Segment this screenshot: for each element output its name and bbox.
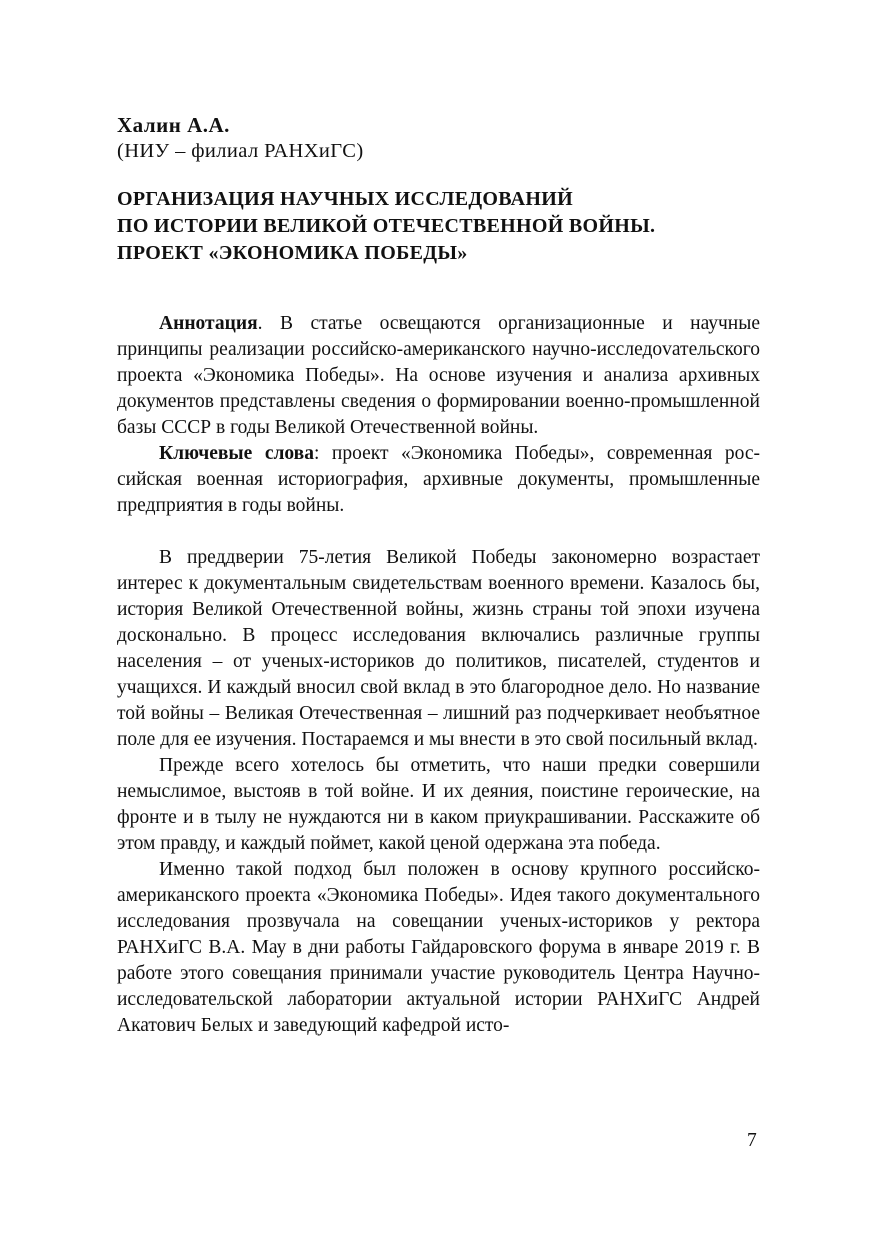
article-body xyxy=(117,545,760,1039)
annotation-label: Аннотация xyxy=(159,313,258,334)
body-paragraph: Именно такой подход был положен в основу крупного российско-американского проекта «Экономика Победы». Идея такого документального исследования прозвучала на совещании ученых-историков у ректора РАНХиГС В.А. Мау в дни работы Гайдаровского форума в январе 2019 г. В работе этого совещания принимали участие руководитель Центра Научно-исследовательской лаборатории актуальной истории РАНХиГС Андрей Акатович Белых и заведующий кафедрой исто- xyxy=(117,859,760,1036)
article-title xyxy=(117,186,760,267)
abstract-section xyxy=(117,311,760,519)
author-affiliation: (НИУ – филиал РАНХиГС) xyxy=(117,140,364,162)
author-name: Халин А.А. xyxy=(117,113,230,137)
annotation-text: . В статье освещаются организационные и научные принципы реализации российско-американского научно-исследоvательского проекта «Экономика Победы». На основе изучения и анализа архивных документов представлены сведения о формировании военно-промышленной базы СССР в годы Великой Отечественной войны. xyxy=(117,313,760,438)
keywords-label: Ключевые слова xyxy=(159,443,314,464)
page-number: 7 xyxy=(747,1130,757,1151)
page-content xyxy=(117,112,760,1039)
title-line: ПО ИСТОРИИ ВЕЛИКОЙ ОТЕЧЕСТВЕННОЙ ВОЙНЫ. xyxy=(117,215,656,237)
title-line: ПРОЕКТ «ЭКОНОМИКА ПОБЕДЫ» xyxy=(117,242,468,264)
keywords-paragraph xyxy=(117,441,760,519)
title-line: ОРГАНИЗАЦИЯ НАУЧНЫХ ИССЛЕДОВАНИЙ xyxy=(117,188,573,210)
annotation-paragraph xyxy=(117,311,760,441)
body-paragraph: В преддверии 75-летия Великой Победы закономерно возрастает интерес к документальным свидетельствам военного времени. Казалось бы, история Великой Отечественной войны, жизнь страны той эпохи изучена досконально. В процесс исследования включались различные группы населения – от ученых-историков до политиков, писателей, студентов и учащихся. И каждый вносил свой вклад в это благородное дело. Но название той войны – Великая Отечественная – лишний раз подчеркивает необъятное поле для ее изучения. Постараемся и мы внести в это свой посильный вклад. xyxy=(117,547,760,750)
keywords-text: : проект «Экономика Победы», современная российская военная историография, архивные документы, промышленные предприятия в годы войны. xyxy=(117,443,760,516)
body-paragraph: Прежде всего хотелось бы отметить, что наши предки совершили немыслимое, выстояв в той войне. И их деяния, поистине героические, на фронте и в тылу не нуждаются ни в каком приукрашивании. Расскажите об этом правду, и каждый поймет, какой ценой одержана эта победа. xyxy=(117,755,760,854)
